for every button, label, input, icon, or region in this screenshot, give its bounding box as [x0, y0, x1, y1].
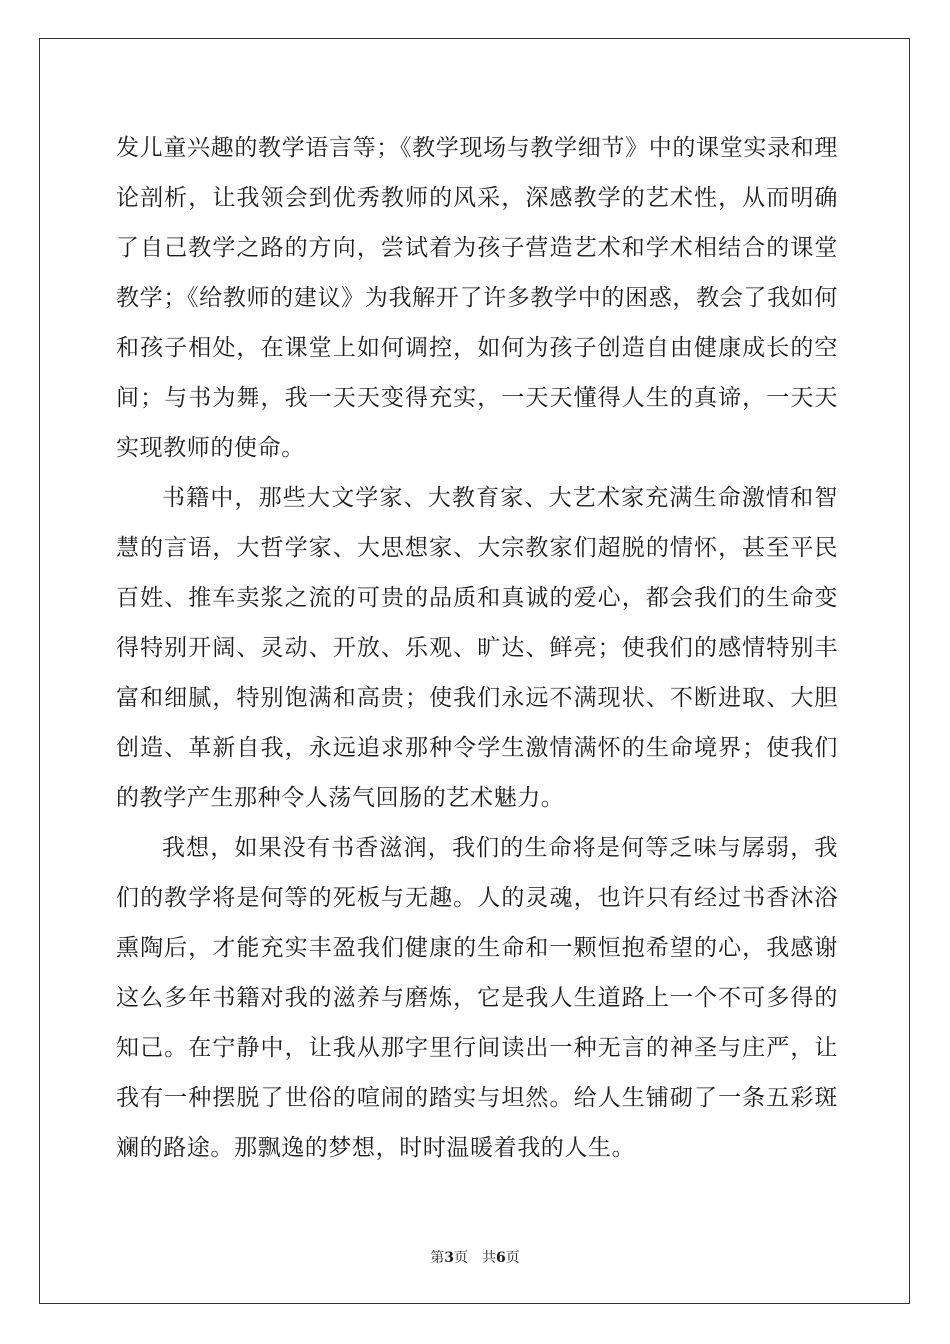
current-page-number: 3	[444, 1250, 454, 1266]
page-suffix: 页	[454, 1250, 468, 1266]
paragraph-1: 发儿童兴趣的教学语言等；《教学现场与教学细节》中的课堂实录和理论剖析，让我领会到优秀教师的风采，深感教学的艺术性，从而明确了自己教学之路的方向，尝试着为孩子营造艺术和学术相结合的课堂教学；《给教师的建议》为我解开了许多教学中的困惑，教会了我如何和孩子相处，在课堂上如何调控，如何为孩子创造自由健康成长的空间；与书为舞，我一天天变得充实，一天天懂得人生的真谛，一天天实现教师的使命。	[116, 135, 838, 461]
page-footer	[0, 1247, 950, 1267]
total-suffix: 页	[505, 1250, 520, 1266]
paragraph-2: 书籍中，那些大文学家、大教育家、大艺术家充满生命激情和智慧的言语，大哲学家、大思想家、大宗教家们超脱的情怀，甚至平民百姓、推车卖浆之流的可贵的品质和真诚的爱心，都会我们的生命变得特别开阔、灵动、开放、乐观、旷达、鲜亮；使我们的感情特别丰富和细腻，特别饱满和高贵；使我们永远不满现状、不断进取、大胆创造、革新自我，永远追求那种令学生激情满怀的生命境界；使我们的教学产生那种令人荡气回肠的艺术魅力。	[116, 485, 838, 811]
paragraph-3: 我想，如果没有书香滋润，我们的生命将是何等乏味与孱弱，我们的教学将是何等的死板与无趣。人的灵魂，也许只有经过书香沐浴熏陶后，才能充实丰盈我们健康的生命和一颗恒抱希望的心，我感谢这么多年书籍对我的滋养与磨炼，它是我人生道路上一个不可多得的知己。在宁静中，让我从那字里行间读出一种无言的神圣与庄严，让我有一种摆脱了世俗的喧闹的踏实与坦然。给人生铺砌了一条五彩斑斓的路途。那飘逸的梦想，时时温暖着我的人生。	[116, 835, 838, 1161]
document-body	[116, 123, 838, 1173]
total-page-number: 6	[496, 1250, 506, 1266]
total-prefix: 共	[482, 1250, 496, 1266]
page-prefix: 第	[430, 1250, 445, 1266]
